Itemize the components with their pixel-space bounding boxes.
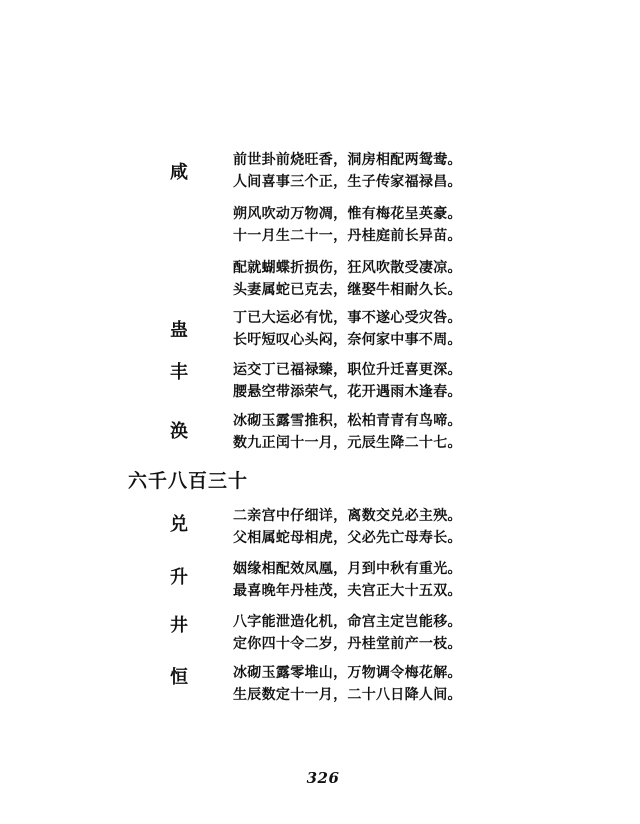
- verse-entry: [0, 360, 640, 408]
- verse-text: [233, 204, 462, 248]
- hexagram-label: 咸: [170, 162, 188, 183]
- hexagram-label: 井: [170, 615, 188, 636]
- verse-text: [233, 308, 462, 352]
- verse-line: 腰悬空带添荣气，花开遇雨木逢春。: [233, 384, 462, 400]
- verse-line: 十一月生二十一，丹桂庭前长异苗。: [233, 228, 462, 244]
- hexagram-label: 升: [170, 567, 188, 588]
- verse-entry: [0, 258, 640, 306]
- verse-line: 八字能泄造化机，命宫主定岂能移。: [233, 614, 462, 630]
- verse-text: [233, 559, 462, 603]
- section-heading: 六千八百三十: [128, 470, 249, 492]
- verse-line: 父相属蛇母相虎，父必先亡母寿长。: [233, 530, 462, 546]
- verse-text: [233, 663, 462, 707]
- verse-line: 头妻属蛇已克去，继娶牛相耐久长。: [233, 282, 462, 298]
- verse-text: [233, 150, 462, 194]
- verse-line: 冰砌玉露零堆山，万物调令梅花解。: [233, 665, 462, 681]
- verse-text: [233, 612, 462, 656]
- verse-line: 冰砌玉露雪推积，松柏青青有鸟啼。: [233, 413, 462, 429]
- verse-text: [233, 258, 462, 302]
- verse-text: [233, 411, 462, 455]
- verse-line: 丁已大运必有忧，事不遂心受灾咎。: [233, 310, 462, 326]
- verse-line: 配就蝴蝶折损伤，狂风吹散受凄凉。: [233, 260, 462, 276]
- verse-text: [233, 506, 462, 550]
- verse-text: [233, 360, 462, 404]
- verse-line: 数九正闰十一月，元辰生降二十七。: [233, 435, 462, 451]
- hexagram-label: 丰: [170, 362, 188, 383]
- hexagram-label: 蛊: [170, 320, 188, 341]
- verse-line: 姻缘相配效凤凰，月到中秋有重光。: [233, 561, 462, 577]
- verse-entry: [0, 506, 640, 554]
- verse-line: 前世卦前烧旺香，洞房相配两鸳鸯。: [233, 152, 462, 168]
- hexagram-label: 涣: [170, 421, 188, 442]
- verse-line: 人间喜事三个正，生子传家福禄昌。: [233, 174, 462, 190]
- verse-line: 长吁短叹心头闷，奈何家中事不周。: [233, 332, 462, 348]
- hexagram-label: 恒: [170, 667, 188, 688]
- verse-line: 运交丁已福禄臻，职位升迁喜更深。: [233, 362, 462, 378]
- verse-line: 定你四十令二岁，丹桂堂前产一枝。: [233, 636, 462, 652]
- verse-entry: [0, 559, 640, 607]
- hexagram-label: 兑: [170, 514, 188, 535]
- page-number: 326: [306, 769, 340, 787]
- verse-line: 生辰数定十一月，二十八日降人间。: [233, 687, 462, 703]
- verse-entry: [0, 663, 640, 711]
- verse-line: 二亲宫中仔细详，离数交兑必主殃。: [233, 508, 462, 524]
- verse-line: 朔风吹动万物凋，惟有梅花呈英豪。: [233, 206, 462, 222]
- verse-entry: [0, 204, 640, 252]
- verse-entry: [0, 150, 640, 198]
- verse-entry: [0, 308, 640, 356]
- verse-line: 最喜晚年丹桂茂，夫宫正大十五双。: [233, 583, 462, 599]
- verse-entry: [0, 411, 640, 459]
- verse-entry: [0, 612, 640, 660]
